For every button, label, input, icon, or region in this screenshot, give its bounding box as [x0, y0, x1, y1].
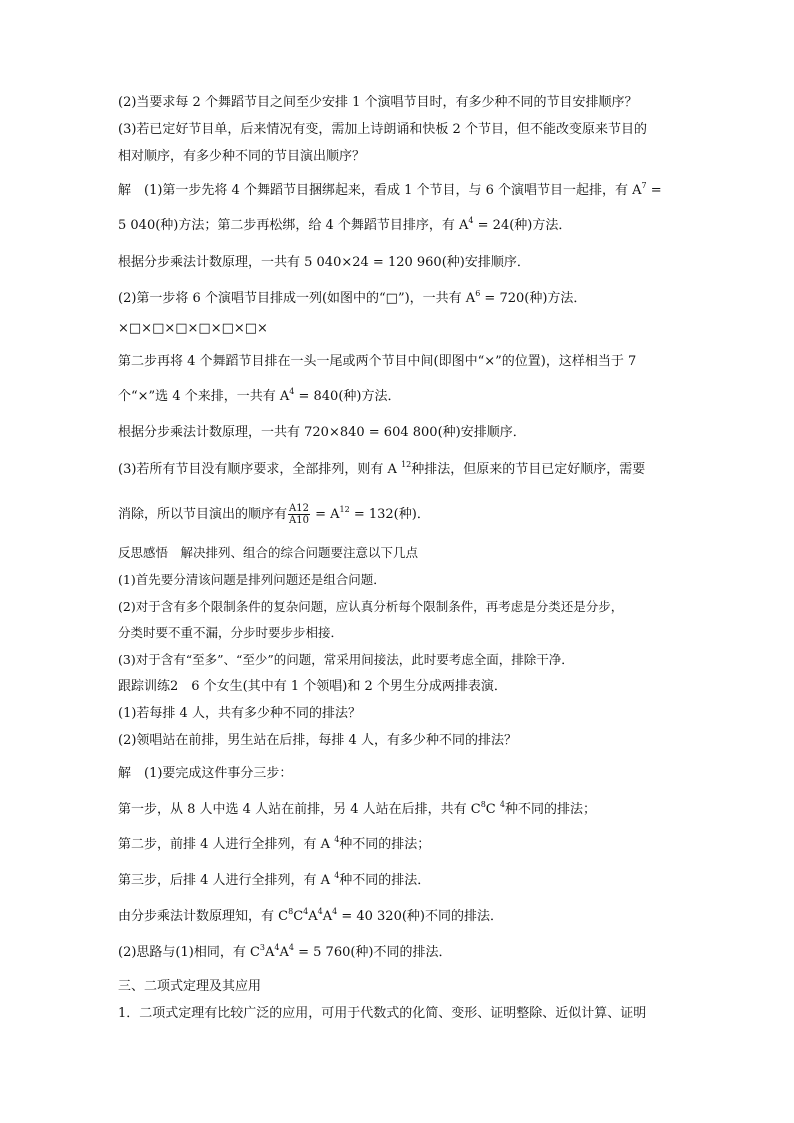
practice-heading: 跟踪训练2 6 个女生(其中有 1 个领唱)和 2 个男生分成两排表演．: [118, 679, 507, 694]
reflection-intro: 解决排列、组合的综合问题要注意以下几点: [168, 545, 419, 560]
text: (3)若所有节目没有顺序要求，全部排列，则有 A: [118, 462, 402, 477]
superscript: 12: [401, 460, 412, 469]
solution-1-line-1: [118, 182, 680, 200]
text: 5 040(种)方法；第二步再松绑，给 4 个舞蹈节目排序，有 A: [118, 218, 469, 233]
text: = 24(种)方法．: [473, 218, 572, 233]
text: 种不同的排法；: [504, 802, 596, 817]
solution-2-diagram: ×□×□×□×□×□×□×: [118, 321, 268, 336]
answer-1-step-3: [118, 872, 680, 890]
reflection-label: 反思感悟: [118, 545, 169, 560]
text: 第二步，前排 4 人进行全排列，有 A: [118, 837, 335, 852]
answer-1-intro: 解 (1)要完成这件事分三步：: [118, 766, 293, 781]
answer-1-result: 由分步乘法计数原理知，有 $C^8C^4A^4A^4 = 40$ 320(种)不同的排法．: [118, 907, 503, 924]
answer-1-step-1: [118, 801, 680, 819]
answer-1-step-2: [118, 836, 680, 854]
text: 种不同的排法．: [339, 873, 431, 888]
text: =: [646, 183, 662, 198]
solution-2-line-3: [118, 388, 680, 406]
text: 第三步，后排 4 人进行全排列，有 A: [118, 873, 335, 888]
text: = 5 760(种)不同的排法．: [293, 945, 452, 960]
reflection-point-2: (2)对于含有多个限制条件的复杂问题，应认真分析每个限制条件，再考虑是分类还是分步，: [118, 599, 624, 614]
text: (2)第一步将 6 个演唱节目排成一列(如图中的“□”)，一共有 A: [118, 291, 476, 306]
text: 种排法，但原来的节目已定好顺序，需要: [411, 462, 646, 477]
superscript: 3: [259, 943, 266, 952]
text: 由分步乘法计数原理知，有 C: [118, 909, 289, 924]
superscript: 4: [317, 907, 323, 916]
superscript: 8: [480, 800, 486, 809]
practice-question-1: (1)若每排 4 人，共有多少种不同的排法？: [118, 706, 361, 721]
reflection-point-3: (3)对于含有“至多”、“至少”的问题，常采用间接法，此时要考虑全面，排除干净．: [118, 652, 574, 667]
reflection-point-1: (1)首先要分清该问题是排列问题还是组合问题．: [118, 572, 386, 587]
text: 个“×”选 4 个来排，一共有 A: [118, 389, 290, 404]
text: 第一步，从 8 人中选 4 人站在前排，另 4 人站在后排，共有 C: [118, 802, 481, 817]
superscript: 4: [332, 907, 338, 916]
superscript: 12: [339, 505, 350, 514]
solution-3-line-1: [118, 461, 680, 479]
fraction-numerator: A12: [289, 503, 309, 514]
fraction: [288, 503, 310, 526]
section-heading-3: 三、二项式定理及其应用: [118, 979, 262, 994]
superscript: 6: [475, 289, 481, 298]
solution-2-line-1: [118, 290, 680, 308]
reflection-point-2-cont: 分类时要不重不漏，分步时要步步相接．: [118, 625, 344, 640]
superscript: 4: [468, 216, 474, 225]
question-2: (2)当要求每 2 个舞蹈节目之间至少安排 1 个演唱节目时，有多少种不同的节目安排顺序？: [118, 95, 638, 110]
text: = 840(种)方法．: [294, 389, 401, 404]
superscript: 4: [289, 387, 295, 396]
text: 解 (1)第一步先将 4 个舞蹈节目捆绑起来，看成 1 个节目，与 6 个演唱节目一起排，有 A: [118, 183, 642, 198]
reflection-heading: [118, 544, 680, 562]
question-3-line-1: (3)若已定好节目单，后来情况有变，需加上诗朗诵和快板 2 个节目，但不能改变原来节目的: [118, 122, 647, 137]
question-3-line-2: 相对顺序，有多少种不同的节目演出顺序？: [118, 149, 366, 164]
text: (2)思路与(1)相同，有 C: [118, 945, 260, 960]
superscript: 8: [288, 907, 294, 916]
text: = 40 320(种)不同的排法．: [337, 909, 503, 924]
superscript: 4: [288, 943, 294, 952]
solution-1-line-3: 根据分步乘法计数原理，一共有 5 040×24 = 120 960(种)安排顺序．: [118, 255, 530, 270]
superscript: 7: [641, 181, 647, 190]
practice-question-2: (2)领唱站在前排，男生站在后排，每排 4 人，有多少种不同的排法？: [118, 733, 517, 748]
fraction-denominator: A10: [289, 515, 309, 526]
solution-2-line-4: 根据分步乘法计数原理，一共有 720×840 = 604 800(种)安排顺序．: [118, 425, 526, 440]
superscript: 4: [334, 835, 340, 844]
solution-2-line-2: 第二步再将 4 个舞蹈节目排在一头一尾或两个节目中间(即图中“×”的位置)，这样相当于 7: [118, 354, 637, 369]
solution-1-line-2: [118, 217, 680, 235]
superscript: 4: [499, 800, 505, 809]
text: = 720(种)方法．: [480, 291, 587, 306]
text: = A: [310, 507, 340, 522]
text: = 132(种)．: [349, 507, 430, 522]
solution-3-line-2: [118, 500, 680, 530]
superscript: 4: [274, 943, 280, 952]
text: 种不同的排法；: [339, 837, 431, 852]
answer-2-result: (2)思路与(1)相同，有 $C^3A^4A^4 = 5$ 760(种)不同的排法．: [118, 943, 452, 960]
section-3-line-1: 1．二项式定理有比较广泛的应用，可用于代数式的化简、变形、证明整除、近似计算、证明: [118, 1006, 647, 1021]
superscript: 4: [303, 907, 309, 916]
text: C: [485, 802, 500, 817]
superscript: 4: [334, 871, 340, 880]
text: 消除，所以节目演出的顺序有: [118, 507, 288, 522]
